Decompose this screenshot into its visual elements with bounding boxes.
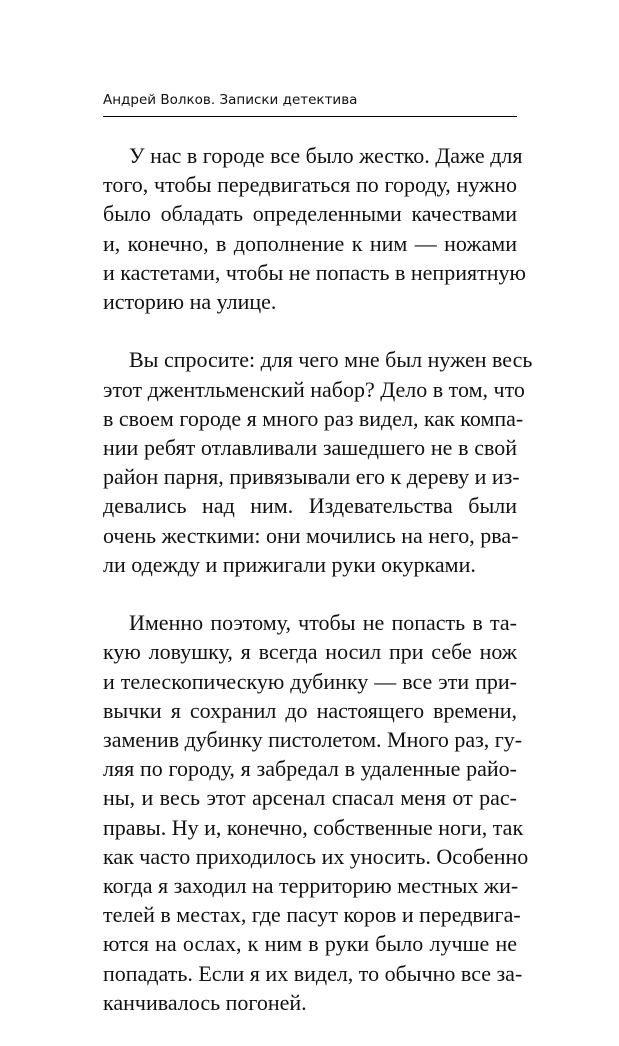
text-line: телей в местах, где пасут коров и передвига-: [103, 902, 521, 928]
text-line: этот джентльменский набор? Дело в том, что: [103, 376, 525, 402]
text-line: ляя по городу, я забредал в удаленные райо-: [103, 756, 517, 782]
text-line: нии ребят отлавливали зашедшего не в свой: [103, 435, 517, 461]
paragraph-3: [103, 608, 529, 1017]
text-line: Вы спросите: для чего мне был нужен весь: [129, 347, 533, 373]
text-line: Именно поэтому, чтобы не попасть в та-: [129, 610, 517, 636]
text-line: кую ловушку, я всегда носил при себе нож: [103, 639, 517, 665]
text-line: историю на улице.: [103, 289, 277, 315]
text-line: ли одежду и прижигали руки окурками.: [103, 551, 476, 577]
text-line: очень жесткими: они мочились на него, рва-: [103, 522, 519, 548]
text-line: как часто приходилось их уносить. Особенно: [103, 843, 529, 869]
text-line: было обладать определенными качествами: [103, 201, 517, 227]
text-line: ны, и весь этот арсенал спасал меня от рас-: [103, 785, 517, 811]
text-line: и, конечно, в дополнение к ним — ножами: [103, 230, 517, 256]
text-line: заменив дубинку пистолетом. Много раз, гу-: [103, 727, 523, 753]
paragraph-1: [103, 141, 526, 316]
text-line: район парня, привязывали его к дереву и из-: [103, 464, 520, 490]
text-line: когда я заходил на территорию местных жи-: [103, 873, 519, 899]
text-line: девались над ним. Издевательства были: [103, 493, 517, 519]
text-line: и кастетами, чтобы не попасть в неприятную: [103, 259, 526, 285]
text-line: в своем городе я много раз видел, как компа-: [103, 405, 524, 431]
text-line: канчивалось погоней.: [103, 989, 307, 1015]
text-line: и телескопическую дубинку — все эти при-: [103, 668, 517, 694]
text-line: У нас в городе все было жестко. Даже для: [129, 143, 523, 168]
text-line: вычки я сохранил до настоящего времени,: [103, 697, 517, 723]
text-line: правы. Ну и, конечно, собственные ноги, так: [103, 814, 524, 840]
running-header: Андрей Волков. Записки детектива: [103, 92, 358, 108]
text-line: ются на ослах, к ним в руки было лучше не: [103, 931, 517, 957]
text-line: того, чтобы передвигаться по городу, нужно: [103, 172, 517, 198]
text-line: попадать. Если я их видел, то обычно все за-: [103, 960, 523, 986]
header-rule: [103, 116, 517, 117]
paragraph-2: [103, 345, 533, 579]
page-body: [103, 141, 533, 1046]
